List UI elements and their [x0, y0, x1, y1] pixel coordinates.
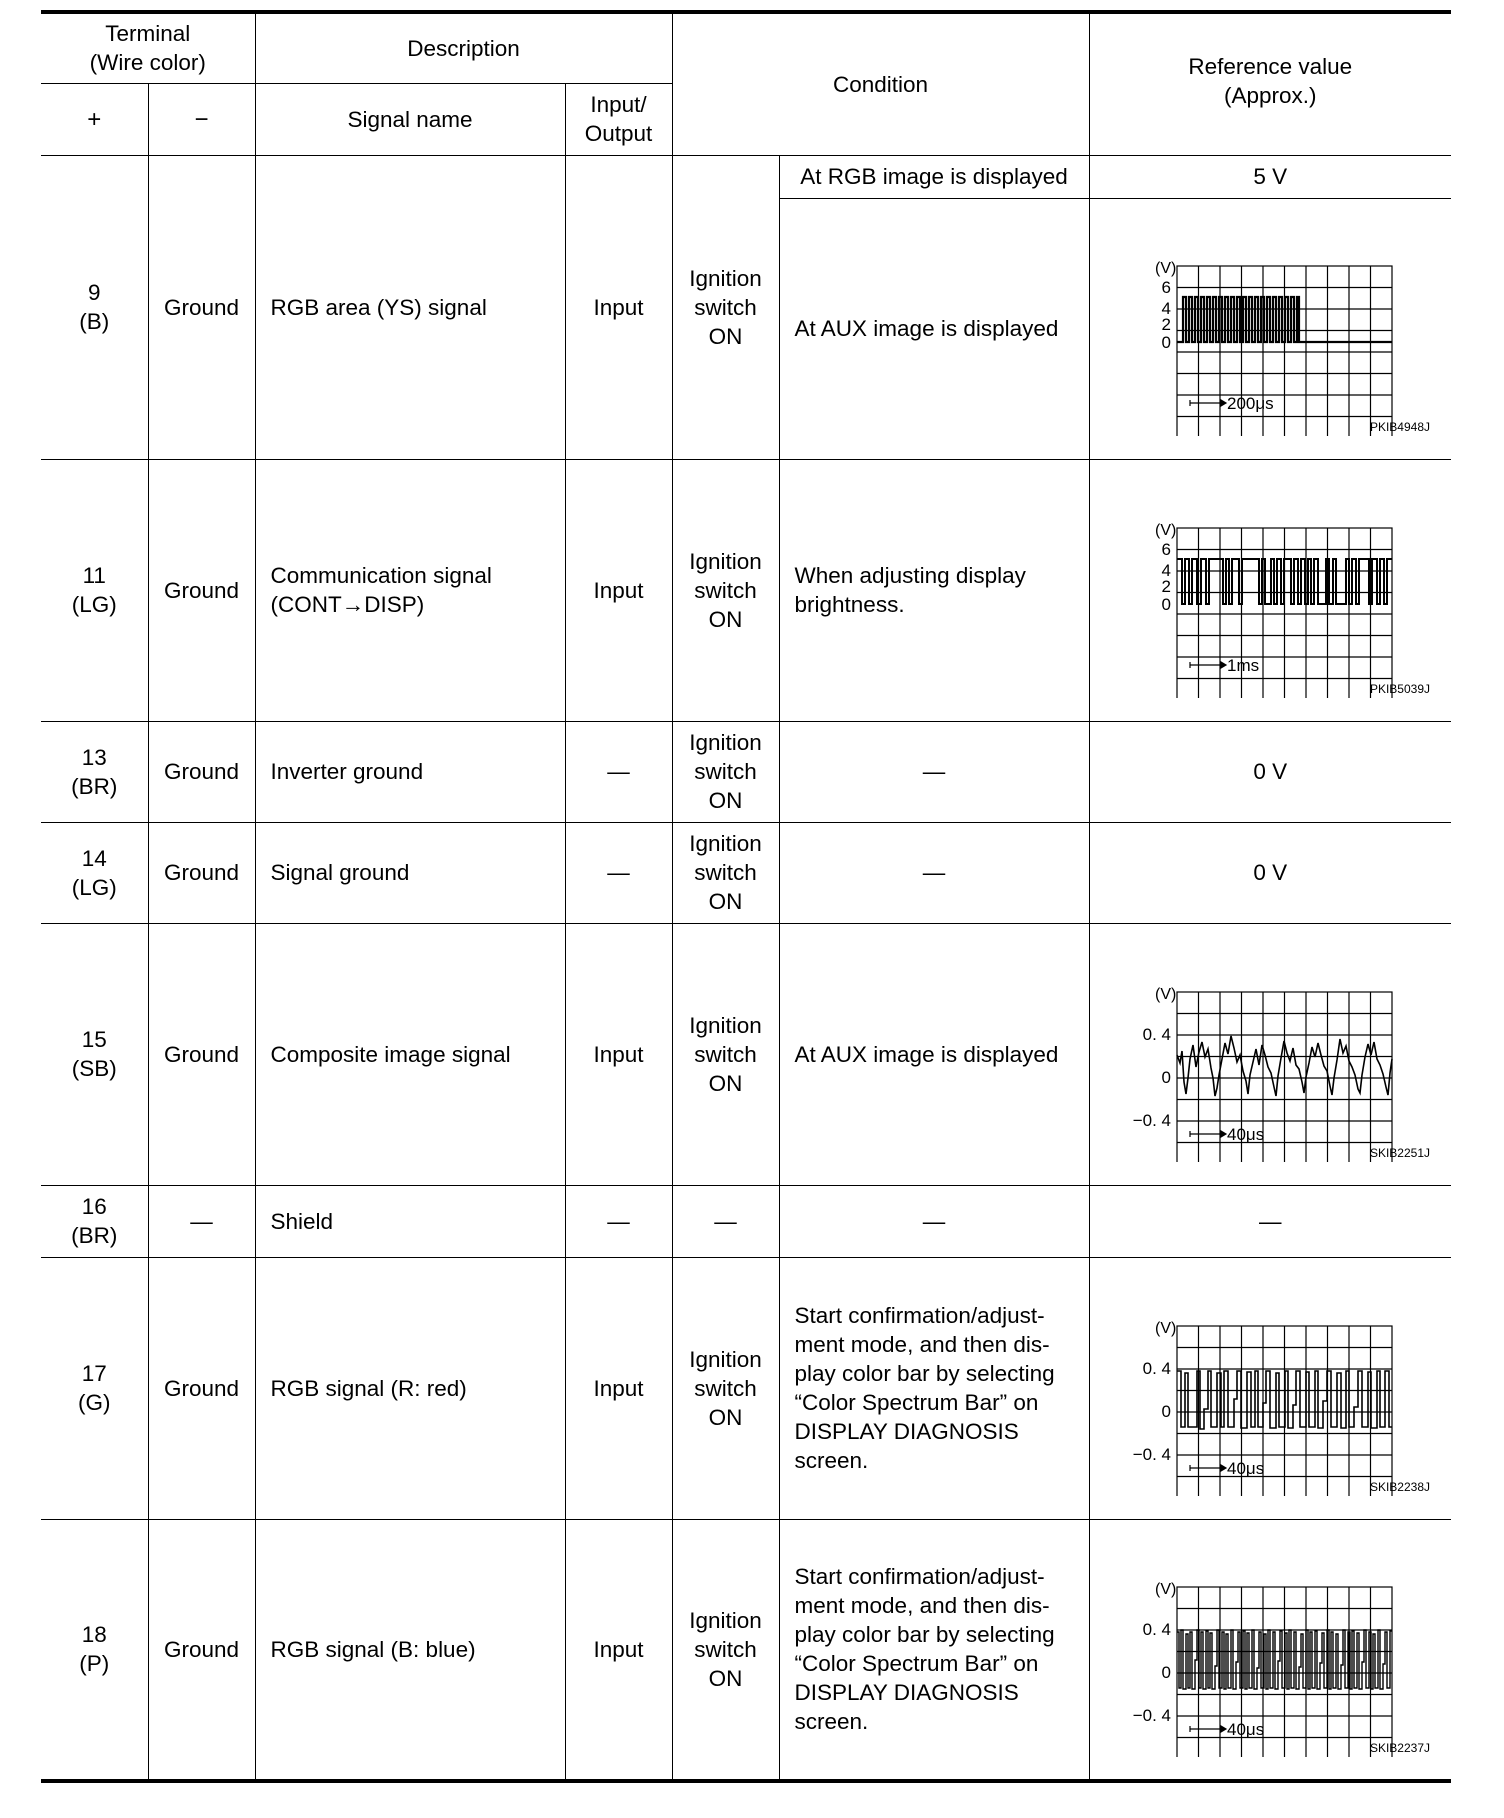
figure-code: SKIB2251J — [1370, 1145, 1431, 1160]
figure-code: SKIB2238J — [1370, 1479, 1431, 1494]
terminal-minus: Ground — [148, 923, 255, 1185]
tick-label: 4 — [1161, 299, 1172, 318]
condition-detail: Start confirmation/adjust- ment mode, and then dis- play color bar by selecting “Color Spectrum Bar” on DISPLAY DIAGNOSIS screen. — [779, 1257, 1089, 1519]
input-output: — — [565, 1185, 672, 1257]
waveform-rgb-blue — [1105, 1542, 1435, 1757]
input-output: Input — [565, 923, 672, 1185]
input-output: Input — [565, 1519, 672, 1781]
waveform-communication-signal — [1105, 483, 1435, 698]
header-minus: − — [148, 83, 255, 155]
condition-detail: — — [779, 721, 1089, 822]
table-row — [41, 923, 1451, 1185]
tick-label: 0. 4 — [1142, 1619, 1172, 1639]
tick-label: −0. 4 — [1132, 1110, 1172, 1130]
condition-detail: At RGB image is displayed — [779, 155, 1089, 198]
condition-detail: At AUX image is displayed — [779, 198, 1089, 459]
input-output: — — [565, 822, 672, 923]
table-row — [41, 459, 1451, 721]
signal-name: Inverter ground — [255, 721, 565, 822]
time-scale-label: 40μs — [1227, 1458, 1265, 1478]
terminal-minus: Ground — [148, 822, 255, 923]
terminal-minus: Ground — [148, 155, 255, 459]
terminal-minus: Ground — [148, 721, 255, 822]
tick-label: 0. 4 — [1142, 1024, 1172, 1044]
time-scale-label: 40μs — [1227, 1719, 1265, 1739]
table-row — [41, 1185, 1451, 1257]
condition-switch: Ignition switch ON — [672, 822, 779, 923]
tick-label: 0 — [1161, 1662, 1172, 1682]
tick-label: 6 — [1161, 278, 1172, 297]
reference-waveform — [1089, 459, 1451, 721]
terminal-number: 14 (LG) — [41, 822, 148, 923]
tick-label: −0. 4 — [1132, 1705, 1172, 1725]
figure-code: PKIB4948J — [1370, 420, 1431, 434]
header-signal-name: Signal name — [255, 83, 565, 155]
terminal-number: 17 (G) — [41, 1257, 148, 1519]
terminal-number: 15 (SB) — [41, 923, 148, 1185]
condition-detail: — — [779, 1185, 1089, 1257]
input-output: Input — [565, 155, 672, 459]
waveform-unit: (V) — [1155, 521, 1177, 539]
table-row — [41, 155, 1451, 198]
reference-value: 0 V — [1089, 822, 1451, 923]
reference-value: — — [1089, 1185, 1451, 1257]
waveform-unit: (V) — [1155, 260, 1177, 277]
input-output: — — [565, 721, 672, 822]
header-plus: + — [41, 83, 148, 155]
reference-waveform — [1089, 923, 1451, 1185]
terminal-table — [41, 10, 1451, 1783]
signal-name: Signal ground — [255, 822, 565, 923]
terminal-number: 16 (BR) — [41, 1185, 148, 1257]
reference-waveform — [1089, 1257, 1451, 1519]
terminal-number: 9 (B) — [41, 155, 148, 459]
condition-switch: Ignition switch ON — [672, 459, 779, 721]
signal-name: RGB area (YS) signal — [255, 155, 565, 459]
figure-code: SKIB2237J — [1370, 1740, 1431, 1755]
condition-switch: Ignition switch ON — [672, 923, 779, 1185]
terminal-number: 13 (BR) — [41, 721, 148, 822]
figure-code: PKIB5039J — [1370, 681, 1431, 696]
time-scale-label: 200μs — [1227, 394, 1274, 413]
tick-label: 4 — [1161, 560, 1172, 580]
table-row — [41, 1519, 1451, 1781]
header-input-output: Input/ Output — [565, 83, 672, 155]
signal-name: RGB signal (B: blue) — [255, 1519, 565, 1781]
terminal-minus: — — [148, 1185, 255, 1257]
reference-value: 5 V — [1089, 155, 1451, 198]
header-description: Description — [255, 12, 672, 83]
header-condition: Condition — [672, 12, 1089, 155]
signal-name: Composite image signal — [255, 923, 565, 1185]
waveform-rgb-red — [1105, 1281, 1435, 1496]
tick-label: 0 — [1161, 1067, 1172, 1087]
condition-detail: Start confirmation/adjust- ment mode, and then dis- play color bar by selecting “Color Spectrum Bar” on DISPLAY DIAGNOSIS screen. — [779, 1519, 1089, 1781]
terminal-minus: Ground — [148, 1519, 255, 1781]
reference-value: 0 V — [1089, 721, 1451, 822]
reference-waveform — [1089, 198, 1451, 459]
header-terminal: Terminal (Wire color) — [41, 12, 255, 83]
input-output: Input — [565, 1257, 672, 1519]
condition-switch: Ignition switch ON — [672, 1519, 779, 1781]
tick-label: 0 — [1161, 333, 1172, 352]
condition-switch: Ignition switch ON — [672, 721, 779, 822]
header-reference-value: Reference value (Approx.) — [1089, 12, 1451, 155]
waveform-unit: (V) — [1155, 1580, 1177, 1598]
signal-name: Shield — [255, 1185, 565, 1257]
time-scale-label: 1ms — [1227, 655, 1260, 675]
input-output: Input — [565, 459, 672, 721]
condition-switch: Ignition switch ON — [672, 1257, 779, 1519]
condition-detail: When adjusting display brightness. — [779, 459, 1089, 721]
condition-switch: — — [672, 1185, 779, 1257]
tick-label: 2 — [1161, 315, 1172, 334]
waveform-unit: (V) — [1155, 1319, 1177, 1337]
signal-name: Communication signal (CONT→DISP) — [255, 459, 565, 721]
tick-label: 2 — [1161, 576, 1172, 596]
condition-detail: At AUX image is displayed — [779, 923, 1089, 1185]
signal-name: RGB signal (R: red) — [255, 1257, 565, 1519]
time-scale-label: 40μs — [1227, 1124, 1265, 1144]
waveform-unit: (V) — [1155, 985, 1177, 1003]
terminal-minus: Ground — [148, 459, 255, 721]
tick-label: 0 — [1161, 1401, 1172, 1421]
terminal-number: 11 (LG) — [41, 459, 148, 721]
waveform-ys-signal — [1105, 221, 1435, 436]
table-row — [41, 822, 1451, 923]
table-row — [41, 721, 1451, 822]
terminal-minus: Ground — [148, 1257, 255, 1519]
tick-label: −0. 4 — [1132, 1444, 1172, 1464]
table-row — [41, 1257, 1451, 1519]
tick-label: 0 — [1161, 594, 1172, 614]
tick-label: 6 — [1161, 539, 1172, 559]
waveform-composite-image — [1105, 947, 1435, 1162]
condition-switch: Ignition switch ON — [672, 155, 779, 459]
reference-waveform — [1089, 1519, 1451, 1781]
terminal-number: 18 (P) — [41, 1519, 148, 1781]
tick-label: 0. 4 — [1142, 1358, 1172, 1378]
condition-detail: — — [779, 822, 1089, 923]
